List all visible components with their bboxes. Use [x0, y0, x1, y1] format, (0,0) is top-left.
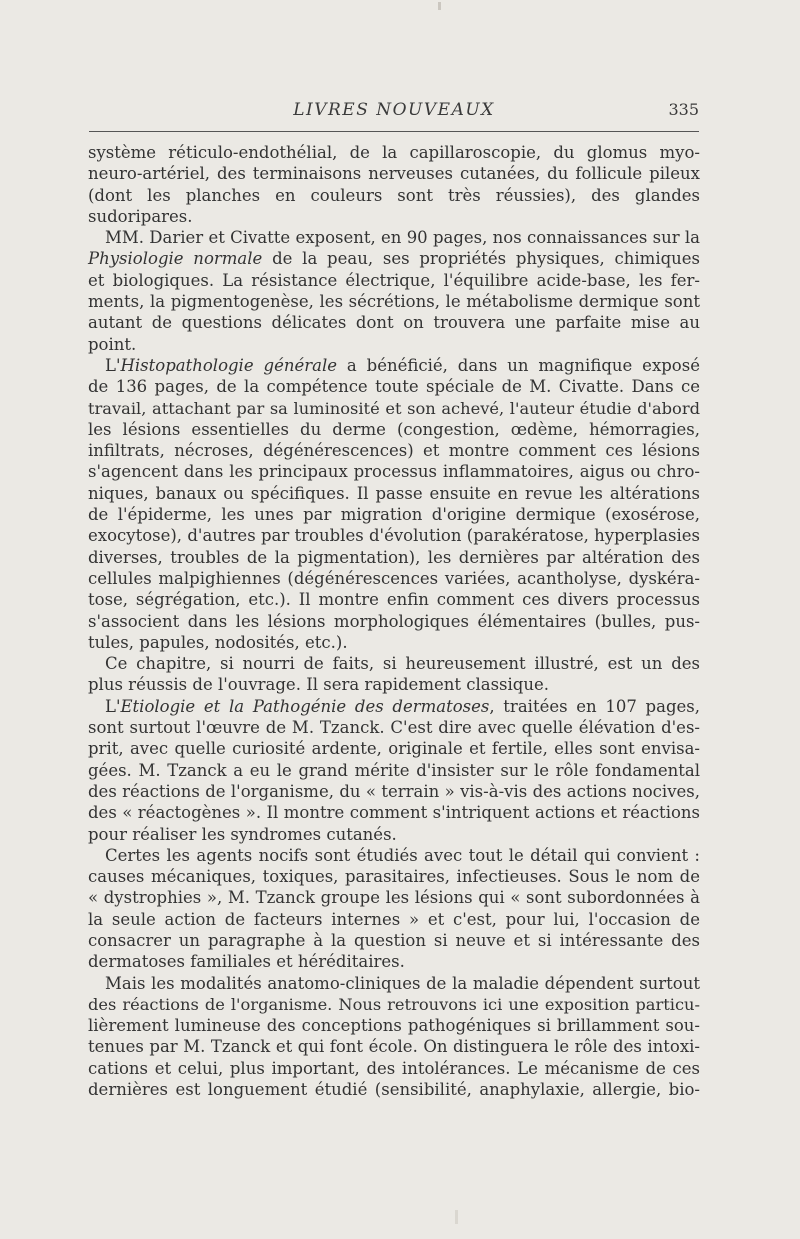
text-line: plus réussis de l'ouvrage. Il sera rapidement classique. — [88, 675, 550, 695]
text-line: travail, attachant par sa luminosité et son achevé, l'auteur étudie d'abord — [88, 398, 700, 418]
text-line: sont surtout l'œuvre de M. Tzanck. C'est dire avec quelle élévation d'es- — [88, 718, 700, 738]
text-line: système réticulo-endothélial, de la capillaroscopie, du glomus myo- — [88, 143, 700, 162]
line-rest: , traitées en 107 pages, — [489, 696, 700, 716]
text-line: les lésions essentielles du derme (congestion, œdème, hémorragies, — [88, 419, 700, 439]
text-line: tules, papules, nodosités, etc.). — [88, 632, 348, 652]
text-line: cations et celui, plus important, des intolérances. Le mécanisme de ces — [88, 1058, 700, 1078]
text-line: de l'épiderme, les unes par migration d'origine dermique (exosérose, — [88, 505, 700, 525]
running-head — [89, 100, 699, 124]
text-line: niques, banaux ou spécifiques. Il passe ensuite en revue les altérations — [88, 483, 700, 503]
text-line — [88, 696, 700, 717]
header-rule — [89, 131, 699, 132]
text-line: MM. Darier et Civatte exposent, en 90 pages, nos connaissances sur la — [105, 228, 700, 248]
text-line: gées. M. Tzanck a eu le grand mérite d'insister sur le rôle fondamental — [88, 760, 700, 780]
text-line: Certes les agents nocifs sont étudiés avec tout le détail qui convient : — [105, 845, 700, 865]
scan-speck — [455, 1210, 458, 1224]
text-line — [88, 355, 700, 376]
text-line: lièrement lumineuse des conceptions pathogéniques si brillamment sou- — [88, 1016, 700, 1036]
text-line: dernières est longuement étudié (sensibilité, anaphylaxie, allergie, bio- — [88, 1080, 700, 1100]
text-line: de 136 pages, de la compétence toute spéciale de M. Civatte. Dans ce — [88, 377, 700, 397]
italic-title-etiologie: Etiologie et la Pathogénie des dermatoses — [120, 696, 490, 716]
text-line: (dont les planches en couleurs sont très réussies), des glandes — [88, 185, 700, 205]
text-line: autant de questions délicates dont on trouvera une parfaite mise au — [88, 313, 700, 333]
text-line: ments, la pigmentogenèse, les sécrétions, le métabolisme dermique sont — [88, 292, 700, 312]
article: L' — [105, 696, 121, 716]
text-line: tose, ségrégation, etc.). Il montre enfin comment ces divers processus — [88, 590, 700, 610]
text-line: prit, avec quelle curiosité ardente, originale et fertile, elles sont envisa- — [88, 739, 700, 759]
text-line: la seule action de facteurs internes » et c'est, pour lui, l'occasion de — [88, 909, 700, 929]
text-line: des réactions de l'organisme, du « terrain » vis-à-vis des actions nocives, — [88, 781, 700, 801]
text-line: des « réactogènes ». Il montre comment s'intriquent actions et réactions — [88, 803, 700, 823]
text-line: dermatoses familiales et héréditaires. — [88, 952, 405, 972]
line-rest: a bénéficié, dans un magnifique exposé — [346, 355, 700, 375]
italic-title-physiologie: Physiologie normale — [88, 249, 263, 269]
text-line: des réactions de l'organisme. Nous retrouvons ici une exposition particu- — [88, 994, 700, 1014]
article: L' — [105, 355, 121, 375]
scan-speck — [438, 2, 441, 10]
text-line: exocytose), d'autres par troubles d'évolution (parakératose, hyperplasies — [88, 526, 700, 546]
text-line: infiltrats, nécroses, dégénérescences) et montre comment ces lésions — [88, 441, 700, 461]
text-line: Ce chapitre, si nourri de faits, si heureusement illustré, est un des — [105, 654, 700, 674]
running-title: LIVRES NOUVEAUX — [293, 100, 495, 120]
text-line: consacrer un paragraphe à la question si neuve et si intéressante des — [88, 930, 700, 950]
text-line: diverses, troubles de la pigmentation), les dernières par altération des — [88, 547, 700, 567]
text-line: neuro-artériel, des terminaisons nerveuses cutanées, du follicule pileux — [88, 164, 700, 184]
text-line: « dystrophies », M. Tzanck groupe les lésions qui « sont subordonnées à — [88, 888, 700, 908]
text-line: s'agencent dans les principaux processus inflammatoires, aigus ou chro- — [88, 462, 700, 482]
body-text — [88, 142, 700, 1100]
text-line — [88, 248, 700, 269]
text-line: et biologiques. La résistance électrique, l'équilibre acide-base, les fer- — [88, 270, 700, 290]
text-line: Mais les modalités anatomo-cliniques de la maladie dépendent surtout — [105, 973, 700, 993]
text-line: s'associent dans les lésions morphologiques élémentaires (bulles, pus- — [88, 611, 700, 631]
italic-title-histopathologie: Histopathologie générale — [120, 355, 337, 375]
text-line: tenues par M. Tzanck et qui font école. On distinguera le rôle des intoxi- — [88, 1037, 700, 1057]
text-line: point. — [88, 334, 137, 354]
text-line: pour réaliser les syndromes cutanés. — [88, 824, 397, 844]
line-rest: de la peau, ses propriétés physiques, chimiques — [272, 249, 701, 269]
text-line: sudoripares. — [88, 206, 193, 226]
text-line: cellules malpighiennes (dégénérescences variées, acantholyse, dyskéra- — [88, 568, 700, 588]
page-number: 335 — [668, 100, 699, 119]
text-line: causes mécaniques, toxiques, parasitaires, infectieuses. Sous le nom de — [88, 867, 700, 887]
